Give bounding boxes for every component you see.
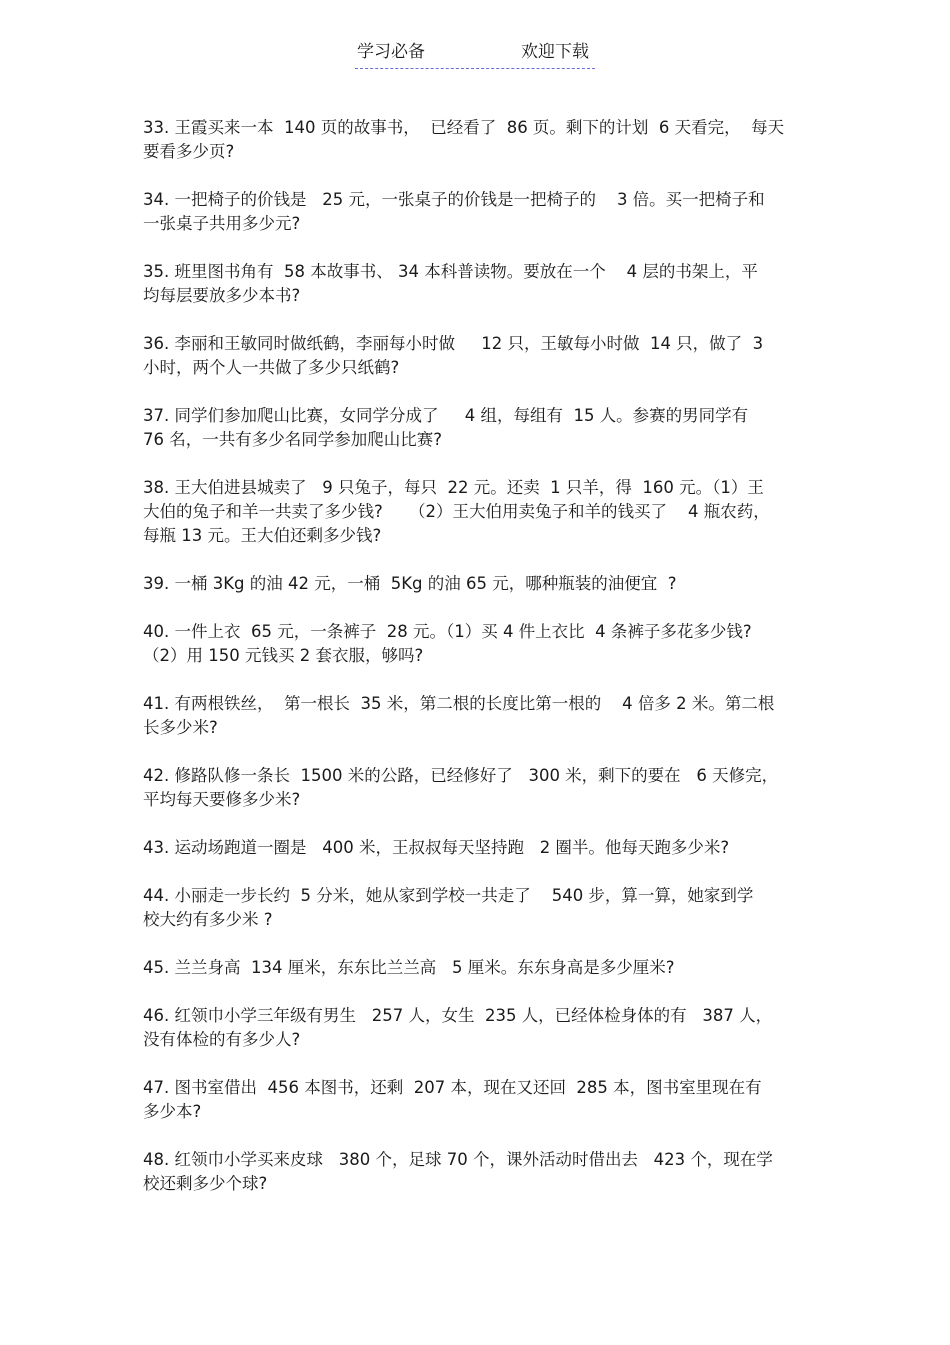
question-line: 48. 红领巾小学买来皮球 380 个，足球 70 个，课外活动时借出去 423 个，现在学: [143, 1150, 773, 1169]
question-line: 34. 一把椅子的价钱是 25 元，一张桌子的价钱是一把椅子的 3 倍。买一把椅子和: [143, 190, 765, 209]
question-line: 40. 一件上衣 65 元，一条裤子 28 元。（1）买 4 件上衣比 4 条裤子多花多少钱?: [143, 622, 752, 641]
question-line: 多少本?: [143, 1102, 202, 1121]
question-line: 43. 运动场跑道一圈是 400 米，王叔叔每天坚持跑 2 圈半。他每天跑多少米?: [143, 838, 730, 857]
header-left-text: 学习必备: [357, 42, 425, 62]
question-line: 35. 班里图书角有 58 本故事书、 34 本科普读物。要放在一个 4 层的书架上，平: [143, 262, 758, 281]
question-item: [143, 764, 811, 812]
question-item: [143, 956, 811, 980]
question-line: 33. 王霞买来一本 140 页的故事书， 已经看了 86 页。剩下的计划 6 天看完， 每天: [143, 118, 785, 137]
question-item: [143, 884, 811, 932]
question-line: 46. 红领巾小学三年级有男生 257 人，女生 235 人，已经体检身体的有 387 人，: [143, 1006, 773, 1025]
question-line: 小时，两个人一共做了多少只纸鹤?: [143, 358, 400, 377]
question-line: 要看多少页?: [143, 142, 235, 161]
question-line: 一张桌子共用多少元?: [143, 214, 301, 233]
question-line: 均每层要放多少本书?: [143, 286, 301, 305]
question-line: 42. 修路队修一条长 1500 米的公路，已经修好了 300 米，剩下的要在 6 天修完，: [143, 766, 779, 785]
question-item: [143, 1148, 811, 1196]
question-item: [143, 188, 811, 236]
question-line: 每瓶 13 元。王大伯还剩多少钱?: [143, 526, 382, 545]
question-item: [143, 332, 811, 380]
question-line: （2）用 150 元钱买 2 套衣服，够吗?: [143, 646, 424, 665]
page-header: [355, 38, 595, 69]
header-right-text: 欢迎下载: [521, 42, 589, 62]
question-item: [143, 260, 811, 308]
question-item: [143, 620, 811, 668]
question-line: 长多少米?: [143, 718, 218, 737]
question-line: 41. 有两根铁丝， 第一根长 35 米，第二根的长度比第一根的 4 倍多 2 米。第二根: [143, 694, 775, 713]
question-item: [143, 116, 811, 164]
question-line: 校还剩多少个球?: [143, 1174, 268, 1193]
question-line: 没有体检的有多少人?: [143, 1030, 301, 1049]
question-item: [143, 1076, 811, 1124]
question-item: [143, 572, 811, 596]
question-item: [143, 692, 811, 740]
question-line: 76 名，一共有多少名同学参加爬山比赛?: [143, 430, 442, 449]
question-line: 38. 王大伯进县城卖了 9 只兔子，每只 22 元。还卖 1 只羊，得 160 元。（1）王: [143, 478, 764, 497]
question-item: [143, 404, 811, 452]
question-item: [143, 836, 811, 860]
question-line: 44. 小丽走一步长约 5 分米，她从家到学校一共走了 540 步，算一算，她家到学: [143, 886, 754, 905]
question-list: [143, 116, 811, 1220]
question-line: 45. 兰兰身高 134 厘米，东东比兰兰高 5 厘米。东东身高是多少厘米?: [143, 958, 675, 977]
question-item: [143, 1004, 811, 1052]
question-item: [143, 476, 811, 548]
question-line: 36. 李丽和王敏同时做纸鹤，李丽每小时做 12 只，王敏每小时做 14 只，做了 3: [143, 334, 764, 353]
question-line: 37. 同学们参加爬山比赛，女同学分成了 4 组，每组有 15 人。参赛的男同学有: [143, 406, 749, 425]
question-line: 大伯的兔子和羊一共卖了多少钱? （2）王大伯用卖兔子和羊的钱买了 4 瓶农药，: [143, 502, 770, 521]
question-line: 校大约有多少米 ?: [143, 910, 273, 929]
question-line: 47. 图书室借出 456 本图书，还剩 207 本，现在又还回 285 本，图书室里现在有: [143, 1078, 762, 1097]
question-line: 39. 一桶 3Kg 的油 42 元，一桶 5Kg 的油 65 元，哪种瓶装的油便宜 ?: [143, 574, 677, 593]
question-line: 平均每天要修多少米?: [143, 790, 301, 809]
